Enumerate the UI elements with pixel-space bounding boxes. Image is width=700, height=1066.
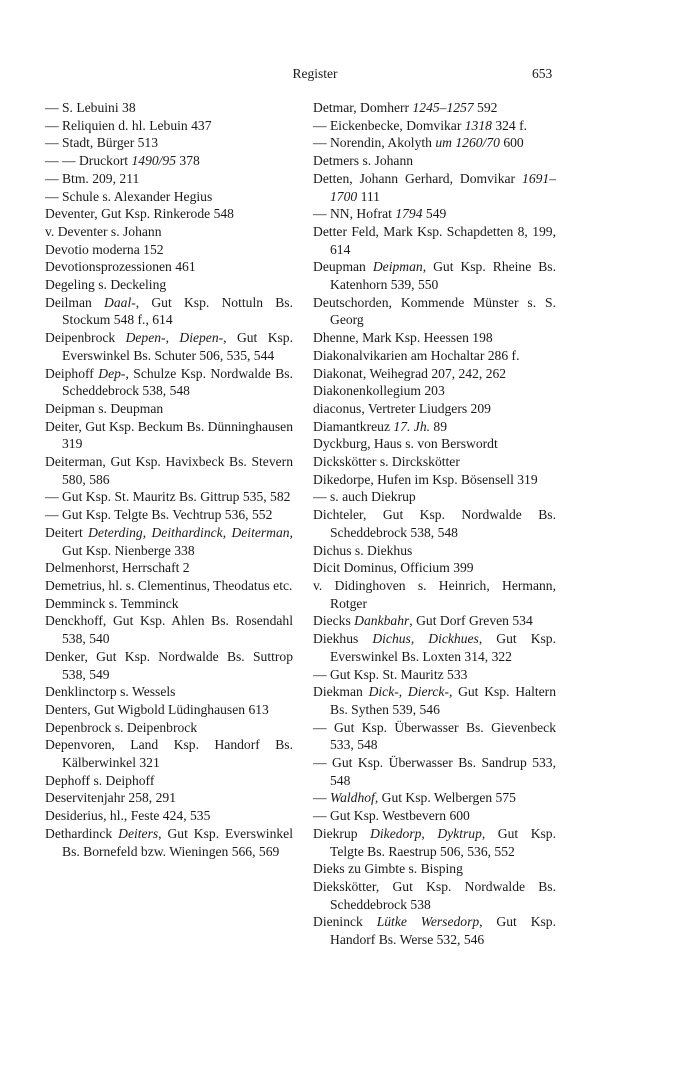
- index-entry: — Waldhof, Gut Ksp. Welbergen 575: [313, 790, 516, 806]
- index-entry: Diekman Dick-, Dierck-, Gut Ksp. Haltern Bs. Sythen 539, 546: [313, 684, 556, 717]
- index-entry: diaconus, Vertreter Liudgers 209: [313, 400, 491, 416]
- index-entry: Deiter, Gut Ksp. Beckum Bs. Dünninghausen 319: [45, 418, 293, 452]
- running-header: [0, 66, 700, 84]
- index-entry: Detmar, Domherr 1245–1257 592: [313, 100, 498, 115]
- index-entry: Detmers s. Johann: [313, 153, 414, 169]
- index-entry: — Norendin, Akolyth um 1260/70 600: [313, 135, 524, 151]
- index-entry: — Gut Ksp. Überwasser Bs. Sandrup 533, 548: [313, 755, 556, 788]
- index-entry: — Btm. 209, 211: [45, 170, 140, 186]
- index-entry: Deitert Deterding, Deithardinck, Deiterman, Gut Ksp. Nienberge 338: [45, 524, 293, 558]
- index-column-left: [45, 99, 293, 860]
- index-entry: Deiphoff Dep-, Schulze Ksp. Nordwalde Bs. Scheddebrock 538, 548: [45, 365, 293, 399]
- index-entry: Dieks zu Gimbte s. Bisping: [313, 861, 463, 877]
- index-entry: Denckhoff, Gut Ksp. Ahlen Bs. Rosendahl 538, 540: [45, 613, 293, 647]
- index-entry: Deupman Deipman, Gut Ksp. Rheine Bs. Katenhorn 539, 550: [313, 259, 556, 293]
- index-entry: v. Didinghoven s. Heinrich, Hermann, Rotger: [313, 577, 556, 611]
- index-entry: Denker, Gut Ksp. Nordwalde Bs. Suttrop 538, 549: [45, 648, 293, 682]
- index-entry: Dyckburg, Haus s. von Berswordt: [313, 436, 498, 452]
- index-entry: Diekrup Dikedorp, Dyktrup, Gut Ksp. Telgte Bs. Raestrup 506, 536, 552: [313, 825, 556, 859]
- index-entry: Devotio moderna 152: [45, 241, 164, 257]
- index-entry: — Schule s. Alexander Hegius: [45, 188, 213, 204]
- index-entry: Deilman Daal-, Gut Ksp. Nottuln Bs. Stockum 548 f., 614: [45, 294, 293, 328]
- index-entry: Diakonat, Weihegrad 207, 242, 262: [313, 365, 507, 381]
- index-entry: Diakonenkollegium 203: [313, 383, 445, 399]
- index-entry: Dhenne, Mark Ksp. Heessen 198: [313, 330, 493, 346]
- index-entry: — — Druckort 1490/95 378: [45, 153, 200, 169]
- index-entry: Deiterman, Gut Ksp. Havixbeck Bs. Stevern 580, 586: [45, 454, 293, 487]
- index-entry: v. Deventer s. Johann: [45, 223, 162, 239]
- index-entry: — Reliquien d. hl. Lebuin 437: [45, 117, 212, 133]
- page-number: 653: [532, 66, 553, 81]
- index-entry: — s. auch Diekrup: [313, 489, 416, 505]
- index-entry: Devotionsprozessionen 461: [45, 259, 196, 275]
- index-entry: Dichteler, Gut Ksp. Nordwalde Bs. Scheddebrock 538, 548: [313, 507, 556, 540]
- index-entry: Detter Feld, Mark Ksp. Schapdetten 8, 199, 614: [313, 223, 556, 257]
- index-column-right: [313, 99, 556, 949]
- index-entry: Diekskötter, Gut Ksp. Nordwalde Bs. Scheddebrock 538: [313, 878, 556, 912]
- index-entry: Denklinctorp s. Wessels: [45, 684, 176, 700]
- index-entry: Detten, Johann Gerhard, Domvikar 1691–1700 111: [313, 170, 556, 204]
- index-entry: — Eickenbecke, Domvikar 1318 324 f.: [313, 117, 528, 133]
- index-entry: Depenvoren, Land Ksp. Handorf Bs. Kälberwinkel 321: [45, 737, 293, 771]
- index-entry: Dichus s. Diekhus: [313, 542, 413, 558]
- index-entry: Delmenhorst, Herrschaft 2: [45, 560, 190, 576]
- index-entry: Dethardinck Deiters, Gut Ksp. Everswinkel Bs. Bornefeld bzw. Wieningen 566, 569: [45, 825, 293, 859]
- index-entry: Demminck s. Temminck: [45, 595, 179, 611]
- index-entry: — Gut Ksp. Überwasser Bs. Gievenbeck 533, 548: [313, 719, 556, 753]
- index-entry: — S. Lebuini 38: [45, 100, 136, 115]
- index-entry: Demetrius, hl. s. Clementinus, Theodatus etc.: [45, 577, 293, 593]
- index-entry: Dephoff s. Deiphoff: [45, 772, 155, 788]
- index-entry: — Gut Ksp. Westbevern 600: [313, 808, 470, 824]
- index-entry: Desiderius, hl., Feste 424, 535: [45, 808, 211, 824]
- index-entry: Depenbrock s. Deipenbrock: [45, 719, 198, 735]
- index-entry: Deventer, Gut Ksp. Rinkerode 548: [45, 206, 234, 222]
- index-entry: — NN, Hofrat 1794 549: [313, 206, 447, 222]
- index-entry: Dikedorpe, Hufen im Ksp. Bösensell 319: [313, 471, 538, 487]
- running-title: Register: [292, 66, 338, 81]
- index-entry: — Gut Ksp. St. Mauritz 533: [313, 666, 468, 682]
- index-entry: Degeling s. Deckeling: [45, 277, 167, 293]
- index-entry: — Gut Ksp. Telgte Bs. Vechtrup 536, 552: [45, 507, 273, 523]
- index-entry: Deipman s. Deupman: [45, 400, 164, 416]
- index-entry: Dicit Dominus, Officium 399: [313, 560, 474, 576]
- index-entry: Dieninck Lütke Wersedorp, Gut Ksp. Handorf Bs. Werse 532, 546: [313, 914, 556, 948]
- index-entry: — Stadt, Bürger 513: [45, 135, 159, 151]
- index-entry: Deservitenjahr 258, 291: [45, 790, 176, 806]
- index-entry: Diamantkreuz 17. Jh. 89: [313, 418, 448, 434]
- index-entry: Diakonalvikarien am Hochaltar 286 f.: [313, 347, 520, 363]
- index-entry: Diekhus Dichus, Dickhues, Gut Ksp. Everswinkel Bs. Loxten 314, 322: [313, 631, 556, 664]
- index-entry: — Gut Ksp. St. Mauritz Bs. Gittrup 535, 582: [45, 489, 291, 505]
- index-entry: Dickskötter s. Dirckskötter: [313, 454, 460, 470]
- index-entry: Deutschorden, Kommende Münster s. S. Georg: [313, 294, 556, 328]
- index-entry: Denters, Gut Wigbold Lüdinghausen 613: [45, 701, 269, 717]
- index-entry: Deipenbrock Depen-, Diepen-, Gut Ksp. Everswinkel Bs. Schuter 506, 535, 544: [45, 330, 294, 363]
- index-entry: Diecks Dankbahr, Gut Dorf Greven 534: [313, 613, 533, 629]
